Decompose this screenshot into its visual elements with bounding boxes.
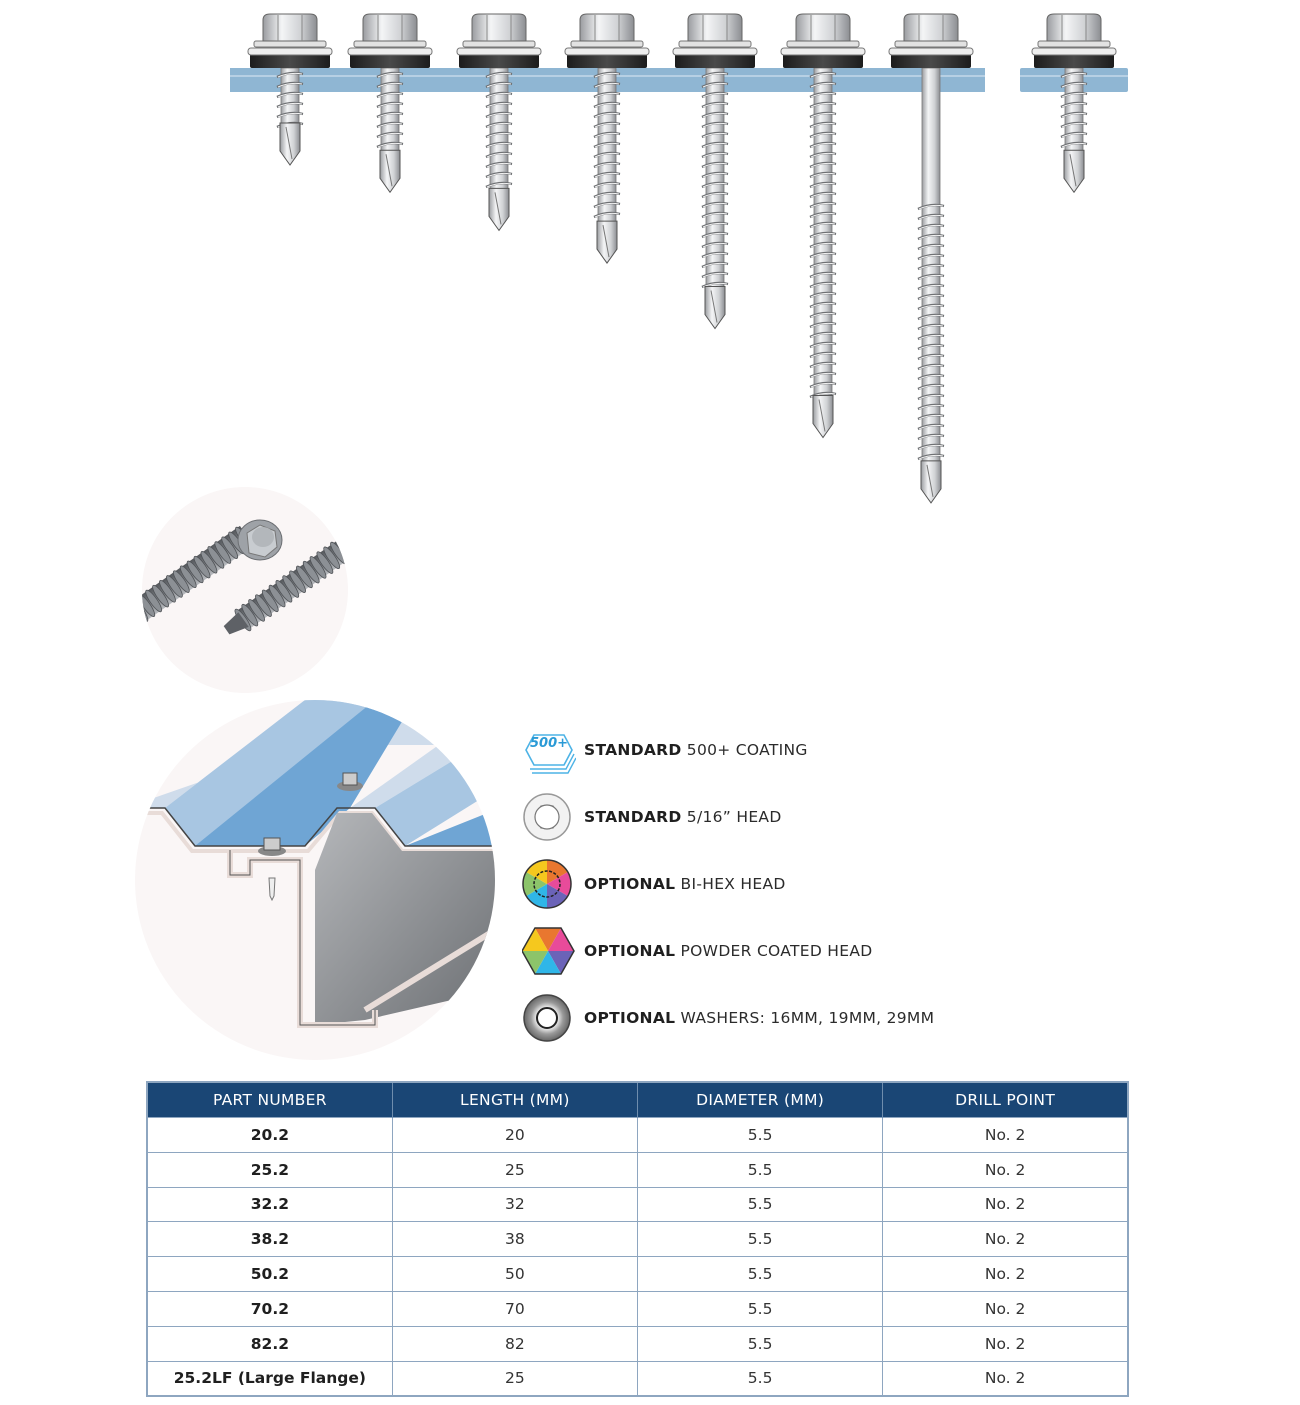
length-cell: 50 xyxy=(392,1257,637,1292)
part-number-cell: 50.2 xyxy=(147,1257,392,1292)
screw-4 xyxy=(565,14,649,263)
installation-illustration xyxy=(125,700,495,1065)
table-row xyxy=(147,1118,1128,1153)
drill-point-cell: No. 2 xyxy=(883,1152,1128,1187)
table-row xyxy=(147,1222,1128,1257)
powder-coated-head-icon xyxy=(522,924,576,978)
feature-label: STANDARD 500+ COATING xyxy=(584,741,808,759)
table-row xyxy=(147,1326,1128,1361)
header-drill-point: DRILL POINT xyxy=(883,1082,1128,1118)
drill-point-cell: No. 2 xyxy=(883,1257,1128,1292)
length-cell: 38 xyxy=(392,1222,637,1257)
drill-point-cell: No. 2 xyxy=(883,1187,1128,1222)
screw-lineup-illustration xyxy=(0,0,1300,560)
part-number-cell: 70.2 xyxy=(147,1291,392,1326)
part-number-cell: 25.2 xyxy=(147,1152,392,1187)
length-cell: 20 xyxy=(392,1118,637,1153)
part-number-cell: 82.2 xyxy=(147,1326,392,1361)
header-length: LENGTH (MM) xyxy=(392,1082,637,1118)
feature-label: OPTIONAL WASHERS: 16MM, 19MM, 29MM xyxy=(584,1009,935,1027)
diameter-cell: 5.5 xyxy=(638,1152,883,1187)
part-number-cell: 25.2LF (Large Flange) xyxy=(147,1361,392,1396)
bi-hex-head-icon xyxy=(522,857,576,911)
length-cell: 82 xyxy=(392,1326,637,1361)
diameter-cell: 5.5 xyxy=(638,1118,883,1153)
feature-label: OPTIONAL BI-HEX HEAD xyxy=(584,875,786,893)
table-header-row xyxy=(147,1082,1128,1118)
header-diameter: DIAMETER (MM) xyxy=(638,1082,883,1118)
table-row xyxy=(147,1152,1128,1187)
table-row xyxy=(147,1361,1128,1396)
feature-item xyxy=(522,789,782,845)
table-row xyxy=(147,1291,1128,1326)
coating-500-icon xyxy=(522,723,576,777)
screw-2 xyxy=(348,14,432,192)
length-cell: 32 xyxy=(392,1187,637,1222)
screw-5 xyxy=(673,14,757,329)
diameter-cell: 5.5 xyxy=(638,1222,883,1257)
diameter-cell: 5.5 xyxy=(638,1291,883,1326)
screw-3 xyxy=(457,14,541,230)
diameter-cell: 5.5 xyxy=(638,1361,883,1396)
part-number-cell: 38.2 xyxy=(147,1222,392,1257)
feature-label: OPTIONAL POWDER COATED HEAD xyxy=(584,942,873,960)
diameter-cell: 5.5 xyxy=(638,1187,883,1222)
header-part-number: PART NUMBER xyxy=(147,1082,392,1118)
length-cell: 25 xyxy=(392,1152,637,1187)
drill-point-cell: No. 2 xyxy=(883,1361,1128,1396)
table-row xyxy=(147,1257,1128,1292)
feature-item xyxy=(522,923,873,979)
drill-point-cell: No. 2 xyxy=(883,1291,1128,1326)
feature-item xyxy=(522,990,934,1046)
drill-point-cell: No. 2 xyxy=(883,1118,1128,1153)
diameter-cell: 5.5 xyxy=(638,1326,883,1361)
feature-item xyxy=(522,722,808,778)
diameter-cell: 5.5 xyxy=(638,1257,883,1292)
drill-point-cell: No. 2 xyxy=(883,1326,1128,1361)
part-number-cell: 32.2 xyxy=(147,1187,392,1222)
length-cell: 70 xyxy=(392,1291,637,1326)
length-cell: 25 xyxy=(392,1361,637,1396)
feature-label: STANDARD 5/16” HEAD xyxy=(584,808,782,826)
drill-point-cell: No. 2 xyxy=(883,1222,1128,1257)
feature-item xyxy=(522,856,786,912)
table-row xyxy=(147,1187,1128,1222)
hex-head-icon xyxy=(522,790,576,844)
washer-icon xyxy=(522,991,576,1045)
specification-table xyxy=(146,1081,1129,1397)
coating-icon-text: 500+ xyxy=(529,736,569,751)
screw-closeup-image xyxy=(140,485,350,695)
part-number-cell: 20.2 xyxy=(147,1118,392,1153)
screw-8 xyxy=(1032,14,1116,192)
